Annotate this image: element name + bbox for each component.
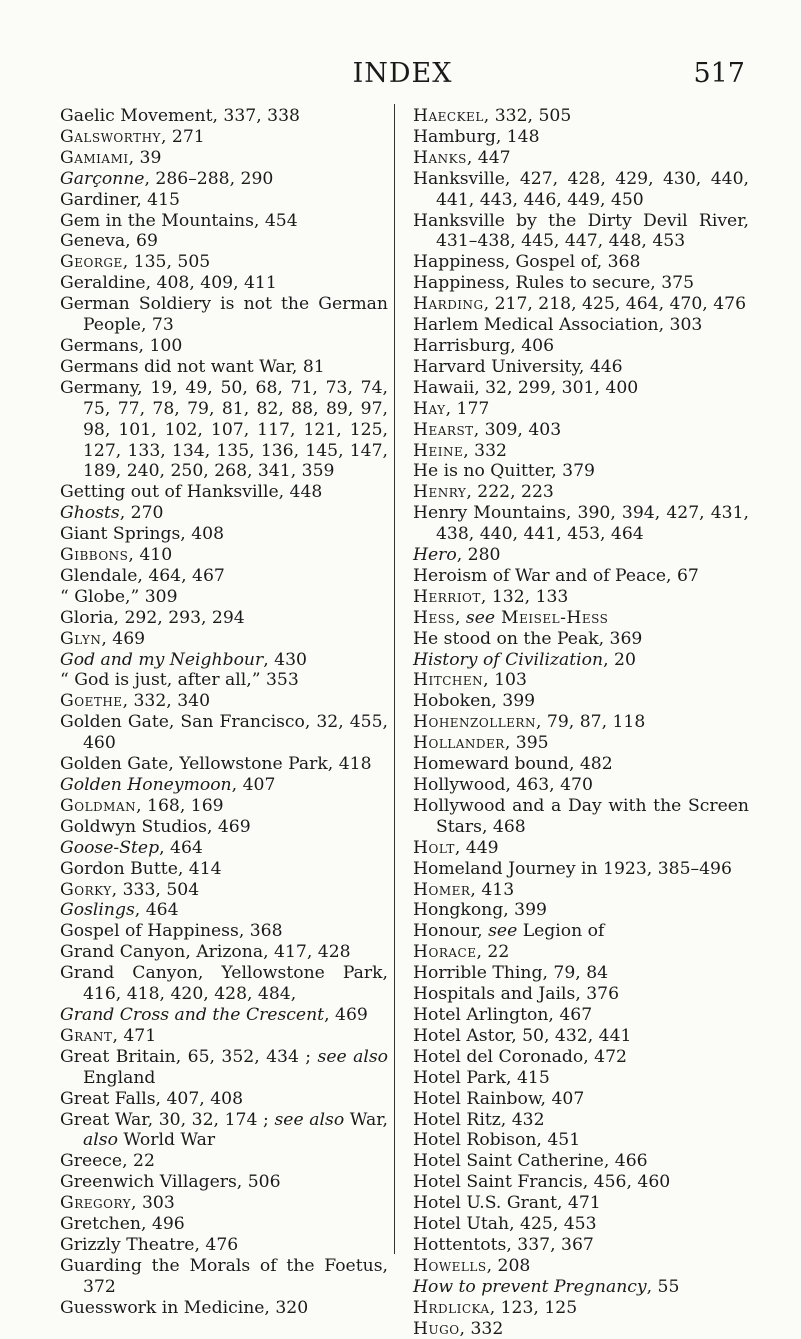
index-entry — [60, 1005, 388, 1026]
index-entry — [413, 1193, 749, 1214]
index-entry — [413, 900, 749, 921]
entry-name: Gregory — [60, 1193, 132, 1214]
entry-text: Happiness, Rules to secure, 375 — [413, 273, 695, 294]
index-entry — [60, 1235, 388, 1256]
index-entry — [413, 1005, 749, 1026]
entry-text: Grizzly Theatre, 476 — [60, 1234, 239, 1255]
entry-text: Gaelic Movement, 337, 338 — [60, 106, 300, 126]
entry-text: Geneva, 69 — [60, 231, 158, 252]
index-entry — [413, 754, 749, 775]
index-entry — [413, 838, 749, 859]
entry-refs: , 407 — [231, 775, 276, 795]
index-entry — [413, 1026, 749, 1047]
entry-text: Gordon Butte, 414 — [60, 858, 222, 879]
entry-text: Hanksville by the Dirty Devil River, 431–438, 445, 447, 448, 453 — [413, 210, 749, 252]
index-entry — [413, 963, 749, 984]
entry-refs: , 103 — [483, 670, 527, 691]
index-entry — [60, 566, 388, 587]
index-entry — [413, 503, 749, 545]
index-entry — [60, 608, 388, 629]
index-entry — [413, 1172, 749, 1193]
index-entry — [413, 650, 749, 671]
entry-name: Harding — [413, 294, 484, 315]
entry-refs: , 177 — [445, 398, 490, 419]
entry-refs: , 208 — [486, 1255, 531, 1276]
index-entry — [413, 1214, 749, 1235]
index-entry — [60, 211, 388, 232]
entry-text: Grand Canyon, Yellowstone Park, 416, 418, 420, 428, 484, — [60, 963, 388, 1005]
entry-name: Horace — [413, 942, 477, 963]
entry-title: Grand Cross and the Crescent — [60, 1004, 325, 1025]
index-column-right — [413, 106, 749, 1339]
entry-refs: , 332 — [459, 1318, 504, 1339]
index-entry — [60, 942, 388, 963]
index-entry — [413, 629, 749, 650]
entry-text: Gem in the Mountains, 454 — [60, 210, 298, 231]
entry-text: Hotel Saint Francis, 456, 460 — [413, 1172, 671, 1193]
index-entry — [60, 252, 388, 273]
entry-name: Hess — [413, 607, 455, 628]
entry-name: Hollander — [413, 733, 505, 754]
index-entry — [60, 1214, 388, 1235]
entry-name: Goethe — [60, 691, 123, 712]
entry-title: How to prevent Pregnancy — [413, 1276, 647, 1297]
entry-name: Glyn — [60, 628, 102, 649]
entry-text: Glendale, 464, 467 — [60, 565, 225, 586]
page-number: 517 — [693, 58, 745, 89]
column-divider — [394, 104, 395, 1254]
entry-name: Meisel-Hess — [495, 607, 609, 628]
index-entry — [413, 984, 749, 1005]
index-entry — [60, 106, 388, 127]
entry-refs: , 464 — [134, 900, 179, 921]
see-also: also — [83, 1130, 118, 1151]
entry-text: Hottentots, 337, 367 — [413, 1234, 594, 1255]
entry-name: Heine — [413, 440, 464, 461]
index-column-left — [60, 106, 388, 1319]
entry-text: Goldwyn Studios, 469 — [60, 816, 251, 837]
entry-text: Great Britain, 65, 352, 434 ; — [60, 1046, 318, 1067]
index-entry — [60, 294, 388, 336]
index-entry — [413, 294, 749, 315]
entry-text: Geraldine, 408, 409, 411 — [60, 273, 277, 294]
entry-text: Greenwich Villagers, 506 — [60, 1172, 281, 1193]
entry-text: Golden Gate, Yellowstone Park, 418 — [60, 754, 372, 775]
entry-text: He stood on the Peak, 369 — [413, 628, 643, 649]
index-entry — [60, 587, 388, 608]
entry-refs: , 168, 169 — [136, 795, 224, 816]
index-entry — [60, 503, 388, 524]
index-entry — [413, 1068, 749, 1089]
index-entry — [60, 482, 388, 503]
entry-text: Hollywood and a Day with the Screen Stars, 468 — [413, 795, 749, 837]
entry-name: Grant — [60, 1025, 113, 1046]
entry-text: , — [454, 607, 466, 628]
index-entry — [60, 670, 388, 691]
index-entry — [413, 733, 749, 754]
entry-title: Ghosts — [60, 503, 120, 524]
index-entry — [60, 545, 388, 566]
index-entry — [413, 211, 749, 253]
index-entry — [413, 1151, 749, 1172]
index-entry — [60, 859, 388, 880]
entry-title: History of Civilization — [413, 649, 604, 670]
entry-text: Hollywood, 463, 470 — [413, 775, 593, 795]
entry-refs: , 395 — [504, 733, 549, 754]
index-entry — [60, 1089, 388, 1110]
index-entry — [60, 273, 388, 294]
entry-text: Hanksville, 427, 428, 429, 430, 440, 441, 443, 446, 449, 450 — [413, 168, 749, 210]
index-entry — [413, 921, 749, 942]
index-entry — [60, 378, 388, 483]
entry-text: Hotel del Coronado, 472 — [413, 1046, 627, 1067]
index-entry — [60, 190, 388, 211]
entry-text: Hamburg, 148 — [413, 126, 540, 147]
index-entry — [60, 691, 388, 712]
entry-text: Henry Mountains, 390, 394, 427, 431, 438, 440, 441, 453, 464 — [413, 503, 749, 545]
entry-text: Germany, 19, 49, 50, 68, 71, 73, 74, 75, 77, 78, 79, 81, 82, 88, 89, 97, 98, 101, 102, 107, 117, 121, 125, 127, 133, 134, 135, 136, 145, 147, 189, 240, 250, 268, 341, 359 — [60, 377, 388, 482]
see-also: see also — [317, 1046, 388, 1067]
index-entry — [413, 587, 749, 608]
index-entry — [60, 900, 388, 921]
entry-name: Haeckel — [413, 106, 484, 126]
entry-refs: , 280 — [456, 545, 501, 566]
entry-text: Hotel Ritz, 432 — [413, 1109, 545, 1130]
entry-name: Hearst — [413, 419, 474, 440]
entry-refs: , 332, 340 — [122, 691, 211, 712]
entry-name: Galsworthy — [60, 126, 161, 147]
entry-refs: , 332, 505 — [483, 106, 572, 126]
entry-text: England — [83, 1067, 156, 1088]
index-entry — [413, 1235, 749, 1256]
entry-text: Golden Gate, San Francisco, 32, 455, 460 — [60, 712, 388, 754]
entry-refs: , 135, 505 — [122, 252, 211, 273]
entry-text: Honour, — [413, 921, 489, 942]
index-entry — [413, 315, 749, 336]
entry-text: German Soldiery is not the German People, 73 — [60, 294, 388, 336]
entry-refs: , 309, 403 — [473, 419, 562, 440]
entry-text: Grand Canyon, Arizona, 417, 428 — [60, 942, 351, 963]
index-entry — [413, 378, 749, 399]
entry-refs: , 132, 133 — [480, 586, 569, 607]
index-entry — [413, 169, 749, 211]
entry-text: Horrible Thing, 79, 84 — [413, 963, 609, 984]
entry-text: Hotel Park, 415 — [413, 1067, 550, 1088]
entry-name: Gibbons — [60, 545, 129, 566]
entry-name: Hitchen — [413, 670, 484, 691]
entry-name: George — [60, 252, 123, 273]
index-entry — [60, 524, 388, 545]
entry-text: Gardiner, 415 — [60, 189, 180, 210]
entry-name: Homer — [413, 879, 471, 900]
index-entry — [60, 921, 388, 942]
index-entry — [413, 148, 749, 169]
entry-text: Happiness, Gospel of, 368 — [413, 252, 641, 273]
entry-refs: , 449 — [454, 837, 499, 858]
entry-title: Golden Honeymoon — [60, 775, 232, 795]
entry-text: Legion of — [517, 921, 605, 942]
index-entry — [413, 712, 749, 733]
index-entry — [60, 169, 388, 190]
entry-text: Hotel Utah, 425, 453 — [413, 1214, 597, 1235]
index-entry — [413, 880, 749, 901]
index-entry — [413, 942, 749, 963]
entry-text: Guarding the Morals of the Foetus, 372 — [60, 1255, 388, 1297]
entry-refs: , 217, 218, 425, 464, 470, 476 — [483, 294, 747, 315]
index-entry — [413, 461, 749, 482]
index-entry — [60, 754, 388, 775]
entry-name: Herriot — [413, 586, 481, 607]
entry-text: Great War, 30, 32, 174 ; — [60, 1109, 275, 1130]
entry-title: Garçonne — [60, 168, 145, 189]
index-entry — [413, 859, 749, 880]
entry-text: Hotel Astor, 50, 432, 441 — [413, 1025, 632, 1046]
entry-text: Harvard University, 446 — [413, 356, 623, 377]
entry-text: Heroism of War and of Peace, 67 — [413, 565, 699, 586]
entry-title: Goose-Step — [60, 837, 160, 858]
index-entry — [60, 231, 388, 252]
entry-text: Hotel Saint Catherine, 466 — [413, 1151, 648, 1172]
index-entry — [413, 1277, 749, 1298]
entry-text: Gretchen, 496 — [60, 1214, 185, 1235]
index-entry — [413, 1130, 749, 1151]
index-entry — [60, 712, 388, 754]
index-entry — [413, 1110, 749, 1131]
index-entry — [413, 775, 749, 796]
index-entry — [60, 1151, 388, 1172]
entry-refs: , 55 — [646, 1276, 680, 1297]
entry-refs: , 464 — [159, 837, 203, 858]
see-also: see — [465, 607, 496, 628]
index-entry — [60, 838, 388, 859]
index-entry — [413, 482, 749, 503]
index-entry — [413, 670, 749, 691]
entry-text: “ God is just, after all,” 353 — [60, 670, 299, 691]
entry-text: War, — [344, 1109, 388, 1130]
entry-refs: , 430 — [263, 649, 307, 670]
entry-name: Howells — [413, 1255, 487, 1276]
entry-text: Giant Springs, 408 — [60, 524, 225, 545]
index-entry — [60, 817, 388, 838]
index-entry — [60, 357, 388, 378]
entry-title: Hero — [413, 545, 457, 566]
entry-text: Hongkong, 399 — [413, 900, 547, 921]
index-entry — [60, 1026, 388, 1047]
entry-text: Hoboken, 399 — [413, 691, 536, 712]
index-entry — [60, 336, 388, 357]
entry-text: Germans, 100 — [60, 335, 183, 356]
index-entry — [60, 148, 388, 169]
index-entry — [60, 127, 388, 148]
index-entry — [413, 608, 749, 629]
index-entry — [60, 650, 388, 671]
index-entry — [60, 1110, 388, 1152]
entry-refs: , 469 — [324, 1004, 368, 1025]
index-entry — [60, 1047, 388, 1089]
entry-text: Hotel Arlington, 467 — [413, 1004, 593, 1025]
entry-name: Hay — [413, 398, 446, 419]
index-entry — [413, 691, 749, 712]
entry-name: Hrdlicka — [413, 1297, 490, 1318]
entry-refs: , 79, 87, 118 — [535, 712, 646, 733]
index-entry — [413, 273, 749, 294]
index-entry — [413, 1256, 749, 1277]
entry-refs: , 303 — [131, 1193, 175, 1214]
index-entry — [413, 796, 749, 838]
entry-text: Hotel Rainbow, 407 — [413, 1088, 585, 1109]
index-entry — [413, 399, 749, 420]
index-entry — [60, 796, 388, 817]
index-entry — [413, 336, 749, 357]
index-entry — [413, 545, 749, 566]
entry-refs: , 39 — [128, 147, 162, 168]
entry-name: Holt — [413, 837, 455, 858]
entry-text: Hospitals and Jails, 376 — [413, 984, 620, 1005]
running-title: INDEX — [352, 58, 453, 89]
index-entry — [60, 629, 388, 650]
entry-text: Great Falls, 407, 408 — [60, 1088, 244, 1109]
index-entry — [413, 420, 749, 441]
entry-title: Goslings — [60, 900, 135, 921]
entry-text: Hotel U.S. Grant, 471 — [413, 1193, 601, 1214]
entry-name: Hohenzollern — [413, 712, 536, 733]
entry-text: Hotel Robison, 451 — [413, 1130, 581, 1151]
entry-name: Goldman — [60, 795, 137, 816]
index-entry — [413, 441, 749, 462]
index-entry — [60, 963, 388, 1005]
entry-text: Harlem Medical Association, 303 — [413, 315, 703, 336]
entry-name: Gamiami — [60, 147, 129, 168]
index-entry — [413, 1047, 749, 1068]
index-entry — [413, 127, 749, 148]
entry-refs: , 286–288, 290 — [144, 168, 274, 189]
index-entry — [413, 1089, 749, 1110]
index-entry — [413, 1319, 749, 1339]
entry-refs: , 410 — [128, 545, 173, 566]
index-entry — [413, 252, 749, 273]
entry-name: Hugo — [413, 1318, 460, 1339]
index-entry — [60, 1172, 388, 1193]
entry-title: God and my Neighbour — [60, 649, 264, 670]
index-entry — [413, 1298, 749, 1319]
entry-refs: , 271 — [160, 126, 205, 147]
index-entry — [413, 357, 749, 378]
see-also: see also — [274, 1109, 345, 1130]
entry-refs: , 332 — [463, 440, 507, 461]
entry-text: He is no Quitter, 379 — [413, 461, 595, 482]
see-also: see — [488, 921, 518, 942]
entry-name: Hanks — [413, 147, 467, 168]
entry-text: Homeward bound, 482 — [413, 754, 613, 775]
entry-text: Harrisburg, 406 — [413, 335, 555, 356]
entry-refs: , 471 — [112, 1025, 157, 1046]
entry-text: Gloria, 292, 293, 294 — [60, 607, 245, 628]
index-entry — [60, 1256, 388, 1298]
entry-text: Guesswork in Medicine, 320 — [60, 1297, 309, 1318]
entry-text: “ Globe,” 309 — [60, 586, 178, 607]
entry-refs: , 413 — [470, 879, 515, 900]
entry-text: Homeland Journey in 1923, 385–496 — [413, 858, 732, 879]
entry-refs: , 469 — [101, 628, 146, 649]
entry-refs: , 447 — [466, 147, 511, 168]
entry-refs: , 20 — [603, 649, 636, 670]
entry-text: Hawaii, 32, 299, 301, 400 — [413, 377, 639, 398]
entry-text: World War — [117, 1130, 216, 1151]
entry-text: Gospel of Happiness, 368 — [60, 921, 283, 942]
entry-refs: , 222, 223 — [466, 482, 554, 503]
entry-text: Getting out of Hanksville, 448 — [60, 482, 323, 503]
index-entry — [60, 880, 388, 901]
entry-refs: , 123, 125 — [489, 1297, 578, 1318]
entry-refs: , 333, 504 — [111, 879, 200, 900]
entry-name: Henry — [413, 482, 467, 503]
entry-text: Greece, 22 — [60, 1151, 155, 1172]
index-entry — [413, 566, 749, 587]
entry-name: Gorky — [60, 879, 112, 900]
index-entry — [60, 775, 388, 796]
entry-text: Germans did not want War, 81 — [60, 356, 325, 377]
entry-refs: , 22 — [476, 942, 510, 963]
entry-refs: , 270 — [119, 503, 164, 524]
page-header — [60, 58, 745, 92]
index-entry — [60, 1193, 388, 1214]
index-entry — [60, 1298, 388, 1319]
index-entry — [413, 106, 749, 127]
